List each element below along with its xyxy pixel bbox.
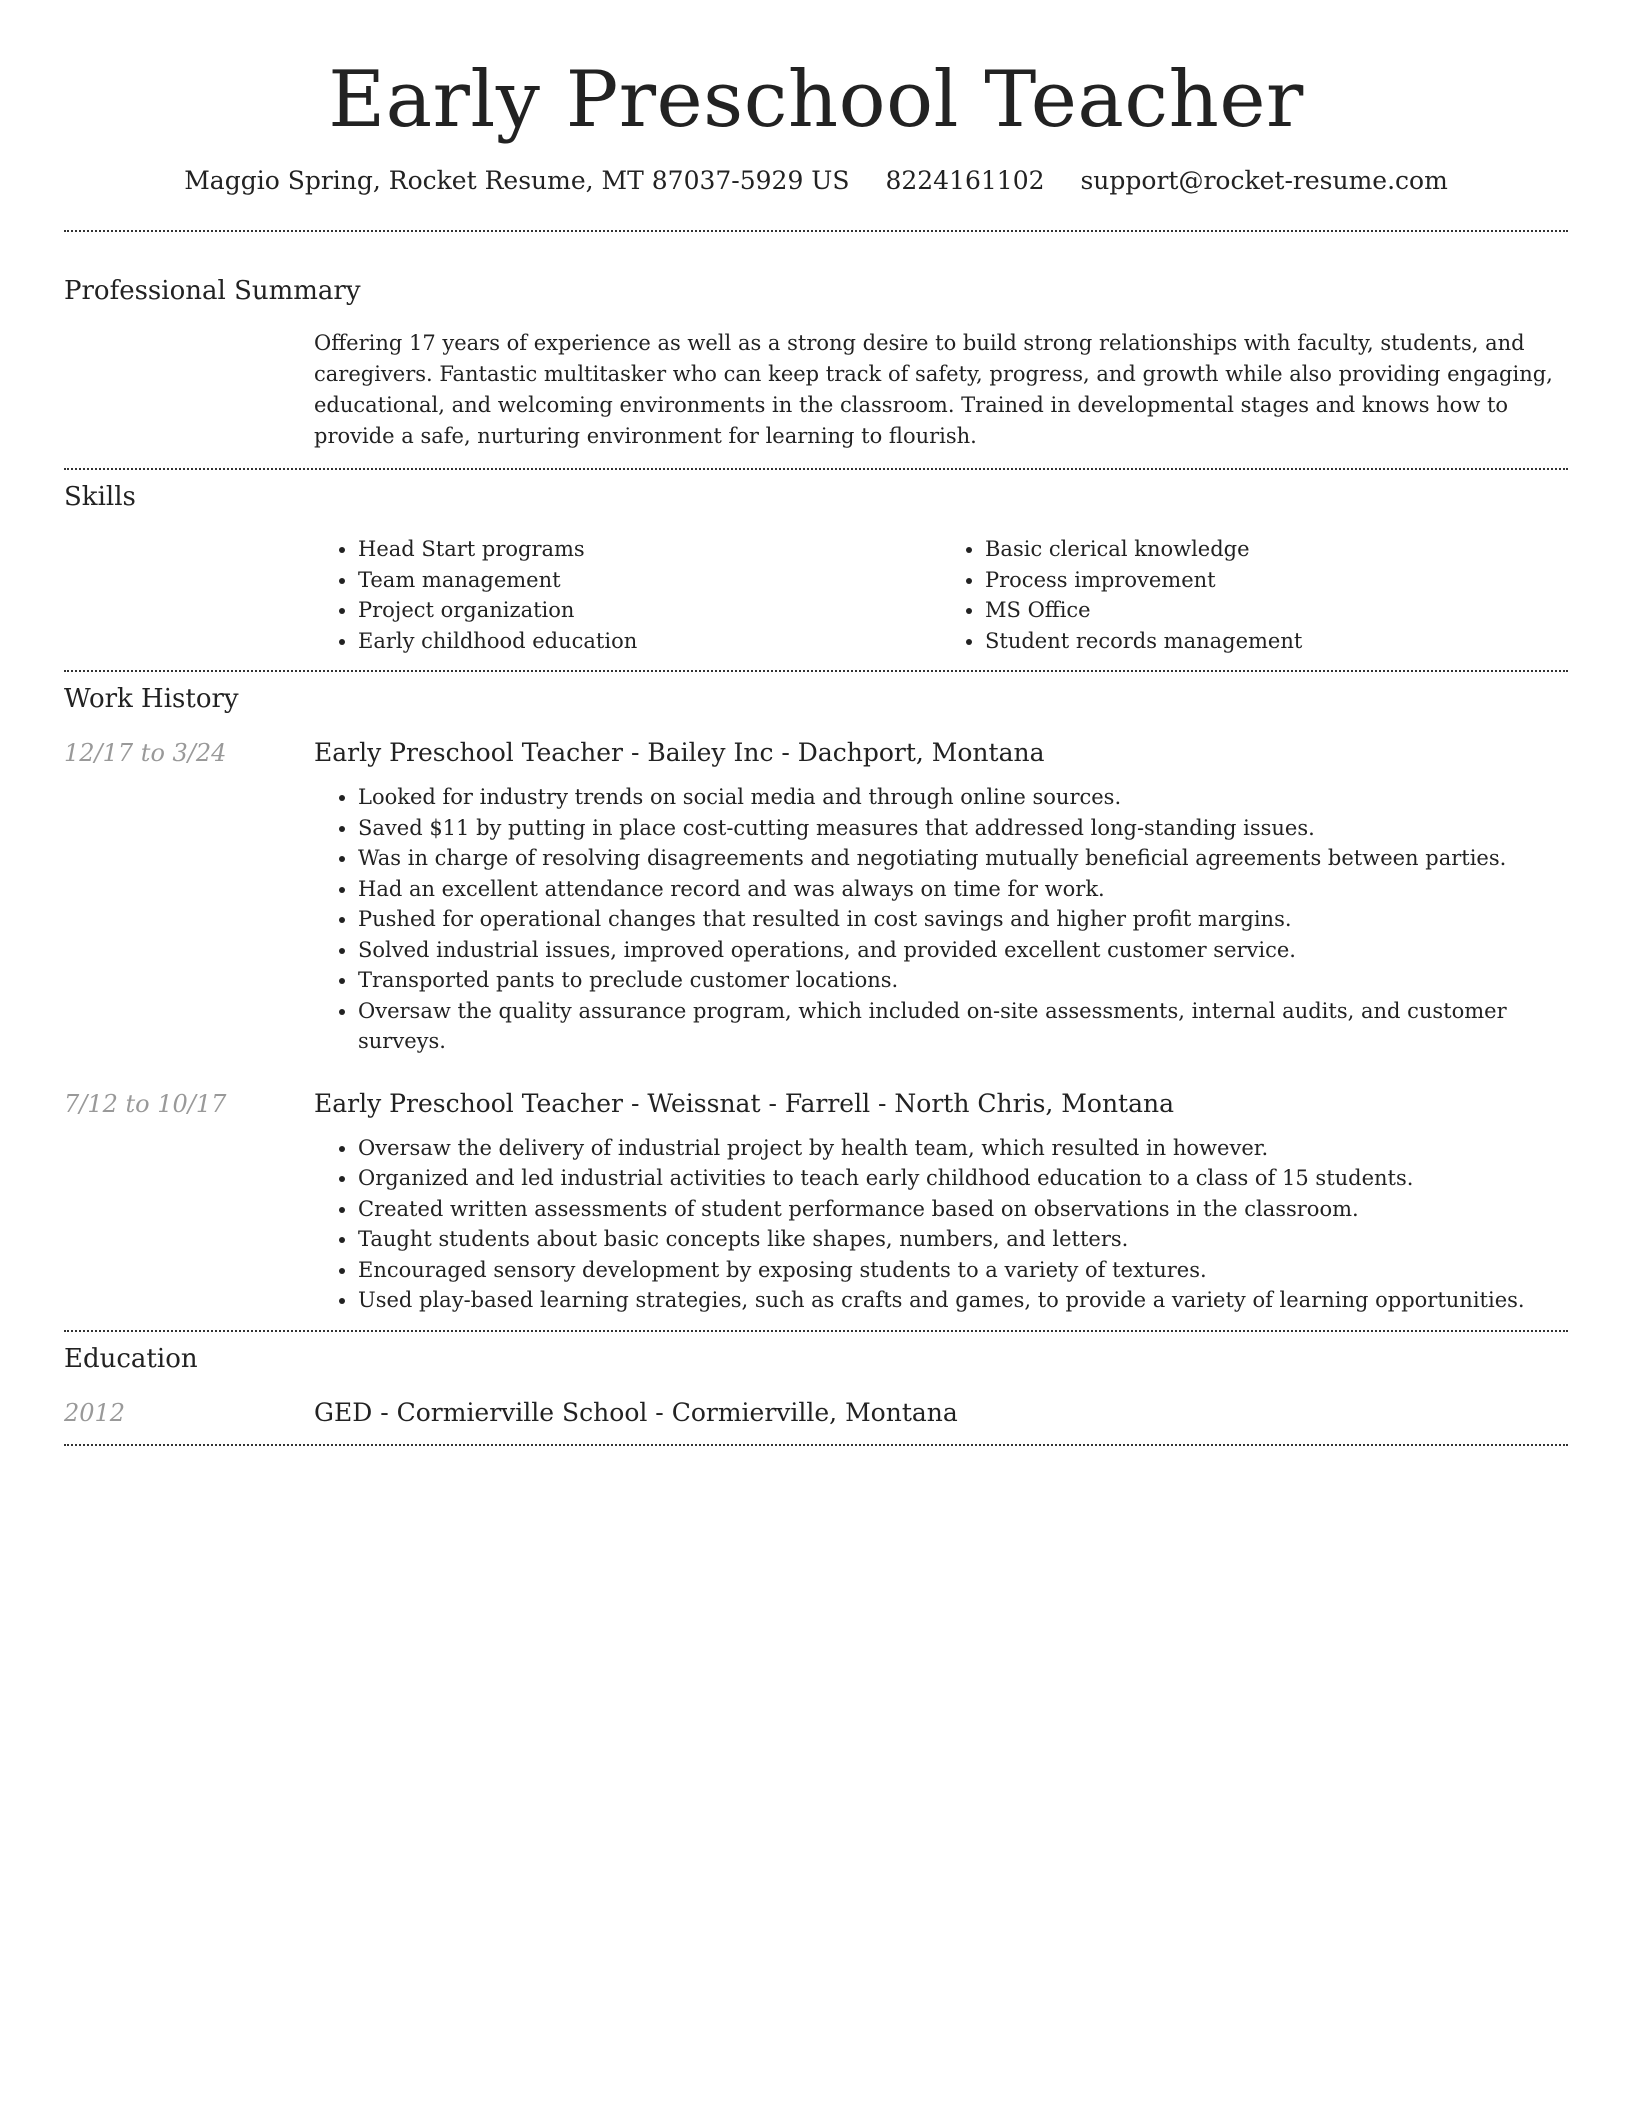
skills-list [314, 534, 1568, 670]
skill-item: • Project organization [358, 595, 941, 626]
candidate-name: Early Preschool Teacher [328, 55, 1304, 145]
job-heading: Early Preschool Teacher - Bailey Inc - Dachport, Montana [314, 738, 1045, 767]
job-dates: 12/17 to 3/24 [64, 739, 227, 767]
section-title-summary: Professional Summary [64, 276, 361, 306]
job-entry [64, 1087, 1568, 1316]
divider [64, 1444, 1568, 1446]
job-bullet: • Taught students about basic concepts like shapes, numbers, and letters. [358, 1224, 1568, 1255]
job-bullet: • Oversaw the quality assurance program, which included on-site assessments, internal audits, and customer surveys. [358, 996, 1568, 1057]
skill-item: • Process improvement [985, 565, 1568, 596]
job-entry [64, 736, 1568, 1057]
contact-phone: 8224161102 [885, 166, 1045, 195]
skills-column-left [314, 534, 941, 656]
job-bullet: • Was in charge of resolving disagreements and negotiating mutually beneficial agreements between parties. [358, 843, 1568, 874]
skill-item: • Head Start programs [358, 534, 941, 565]
divider [64, 230, 1568, 232]
contact-line [64, 164, 1568, 198]
job-bullet: • Looked for industry trends on social media and through online sources. [358, 782, 1568, 813]
section-title-skills: Skills [64, 482, 136, 512]
skill-item: • Student records management [985, 626, 1568, 657]
work-history-section [64, 682, 1568, 1330]
job-bullet: • Transported pants to preclude customer locations. [358, 965, 1568, 996]
section-title-education: Education [64, 1343, 198, 1374]
job-bullet: • Oversaw the delivery of industrial project by health team, which resulted in however. [358, 1133, 1568, 1164]
job-bullet: • Created written assessments of student performance based on observations in the classroom. [358, 1194, 1568, 1225]
skill-item: • Team management [358, 565, 941, 596]
skills-column-right [941, 534, 1568, 656]
job-heading: Early Preschool Teacher - Weissnat - Farrell - North Chris, Montana [314, 1088, 1174, 1118]
contact-address: Maggio Spring, Rocket Resume, MT 87037-5929 US [184, 166, 850, 195]
divider [64, 1330, 1568, 1332]
job-bullets [314, 1133, 1568, 1316]
job-bullet: • Pushed for operational changes that resulted in cost savings and higher profit margins. [358, 904, 1568, 935]
education-year: 2012 [64, 1398, 126, 1427]
education-section [64, 1342, 1568, 1444]
skill-item: • MS Office [985, 595, 1568, 626]
resume-header [64, 0, 1568, 198]
summary-section [64, 274, 1568, 468]
divider [64, 670, 1568, 672]
skill-item: • Early childhood education [358, 626, 941, 657]
summary-text: Offering 17 years of experience as well as a strong desire to build strong relationships with faculty, students, and caregivers. Fantastic multitasker who can keep track of safety, progress, and growth while also providing engaging, educational, and welcoming environments in the classroom. Trained in developmental stages and knows how to provide a safe, nurturing environment for learning to flourish. [314, 331, 1553, 448]
job-bullet: • Organized and led industrial activities to teach early childhood education to a class of 15 students. [358, 1163, 1568, 1194]
skill-item: • Basic clerical knowledge [985, 534, 1568, 565]
education-entry [64, 1396, 1568, 1430]
job-bullet: • Encouraged sensory development by exposing students to a variety of textures. [358, 1255, 1568, 1286]
job-bullet: • Saved $11 by putting in place cost-cutting measures that addressed long-standing issues. [358, 813, 1568, 844]
job-bullets [314, 782, 1568, 1057]
job-bullet: • Solved industrial issues, improved operations, and provided excellent customer service. [358, 935, 1568, 966]
education-heading: GED - Cormierville School - Cormierville, Montana [314, 1397, 958, 1427]
skills-section [64, 480, 1568, 670]
job-bullet: • Used play-based learning strategies, such as crafts and games, to provide a variety of learning opportunities. [358, 1285, 1568, 1316]
job-bullet: • Had an excellent attendance record and was always on time for work. [358, 874, 1568, 905]
job-dates: 7/12 to 10/17 [64, 1089, 227, 1118]
contact-email: support@rocket-resume.com [1080, 166, 1448, 195]
divider [64, 468, 1568, 470]
section-title-work-history: Work History [64, 684, 239, 714]
